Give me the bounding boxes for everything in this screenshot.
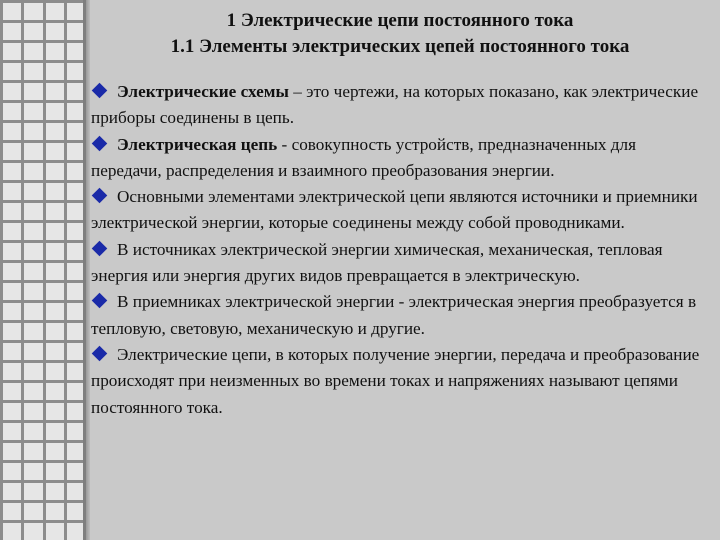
- diamond-bullet-icon: [92, 83, 108, 99]
- item-text: В приемниках электрической энергии - электрическая энергия преобразуется в тепловую, световую, механическую и другие.: [91, 292, 697, 338]
- list-item: [91, 342, 703, 421]
- list-item: [91, 132, 703, 185]
- list-item: [91, 237, 703, 290]
- item-text: В источниках электрической энергии химическая, механическая, тепловая энергия или энергия других видов превращается в электрическую.: [91, 239, 663, 286]
- term: Электрические схемы: [117, 82, 289, 101]
- diamond-bullet-icon: [92, 241, 108, 257]
- item-text: Основными элементами электрической цепи являются источники и приемники электрической энергии, которые соединены между собой проводниками.: [91, 187, 698, 233]
- slide-subtitle: 1.1 Элементы электрических цепей постоянного тока: [170, 36, 630, 57]
- bullet-list: [91, 79, 703, 421]
- diamond-bullet-icon: [92, 293, 108, 309]
- brick-wall-decoration: [0, 0, 86, 540]
- diamond-bullet-icon: [92, 188, 108, 204]
- item-text: Электрические цепи, в которых получение энергии, передача и преобразование происходят при неизменных во времени токах и напряжениях называют цепями постоянного тока.: [91, 344, 700, 417]
- term: Электрическая цепь: [117, 134, 278, 154]
- brick-wall-edge: [86, 0, 90, 540]
- slide-title: 1 Электрические цепи постоянного тока: [226, 10, 574, 31]
- definition: – это чертежи, на которых показано, как электрические приборы соединены в цепь.: [91, 82, 699, 128]
- diamond-bullet-icon: [92, 135, 108, 151]
- definition: - совокупность устройств, предназначенных для передачи, распределения и взаимного преобразования энергии.: [91, 134, 636, 180]
- diamond-bullet-icon: [92, 346, 108, 362]
- list-item: [91, 184, 703, 237]
- list-item: [91, 79, 703, 132]
- list-item: [91, 289, 703, 342]
